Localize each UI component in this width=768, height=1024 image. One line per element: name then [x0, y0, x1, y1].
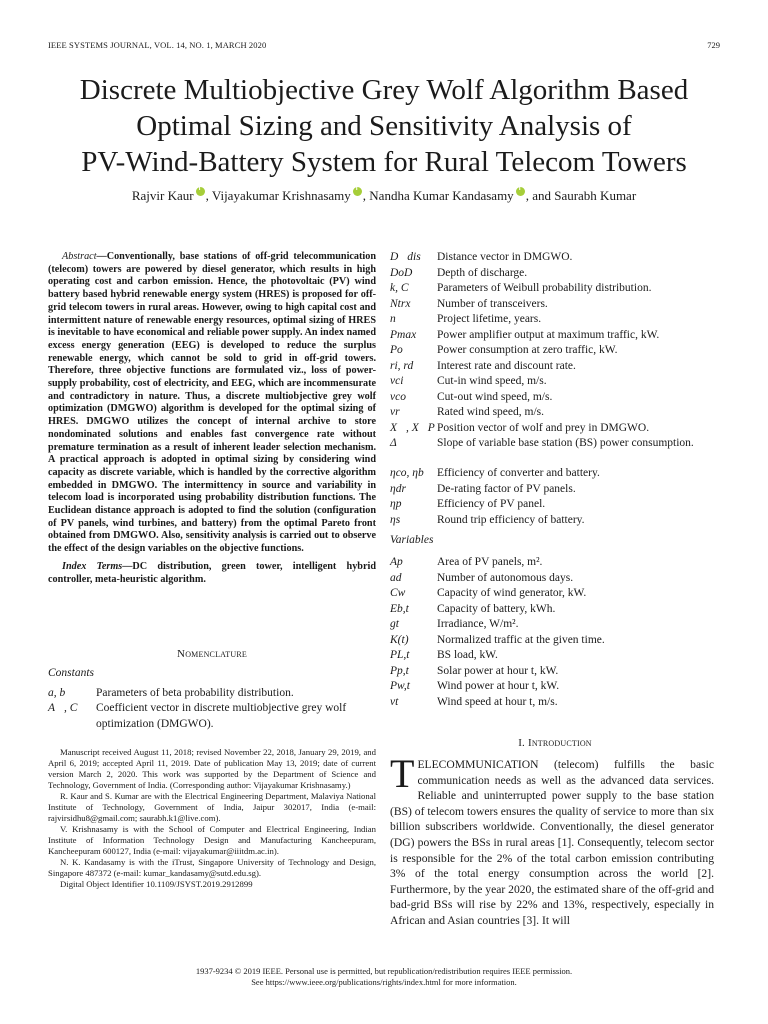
nomenclature-description: Number of transceivers.: [437, 298, 548, 310]
title-line: PV-Wind-Battery System for Rural Telecom Towers: [81, 146, 687, 178]
index-terms-text: —DC distribution, green tower, intelligent hybrid controller, meta-heuristic algorithm.: [48, 560, 376, 585]
nomenclature-symbol: Cw: [390, 587, 406, 599]
nomenclature-description: Round trip efficiency of battery.: [437, 514, 585, 526]
nomenclature-symbol: D⃗dis: [390, 251, 421, 263]
nomenclature-symbol: Pmax: [390, 329, 417, 341]
nomenclature-description: Number of autonomous days.: [437, 572, 574, 584]
nomenclature-symbol: Po: [390, 344, 403, 356]
nomenclature-symbol: Ntrx: [390, 298, 411, 310]
nomenclature-symbol: vt: [390, 696, 399, 708]
author-name: , and Saurabh Kumar: [525, 188, 637, 203]
nomenclature-symbol: PL,t: [390, 649, 410, 661]
nomenclature-symbol: DoD: [390, 267, 413, 279]
nomenclature-symbol: vr: [390, 406, 400, 418]
nomenclature-description: Wind power at hour t, kW.: [437, 680, 560, 692]
nomenclature-description: Efficiency of converter and battery.: [437, 467, 600, 479]
rights-link-line[interactable]: See https://www.ieee.org/publications/rights/index.html for more information.: [251, 977, 517, 987]
nomenclature-symbol: k, C: [390, 282, 409, 294]
nomenclature-description: Area of PV panels, m².: [437, 556, 543, 568]
nomenclature-symbol: Δ: [390, 437, 397, 449]
nomenclature-symbol: ηdr: [390, 483, 406, 495]
author-list: [0, 187, 768, 204]
nomenclature-description: Solar power at hour t, kW.: [437, 665, 559, 677]
nomenclature-description: Capacity of battery, kWh.: [437, 603, 556, 615]
nomenclature-symbol: a, b: [48, 687, 66, 699]
nomenclature-description: Wind speed at hour t, m/s.: [437, 696, 558, 708]
nomenclature-symbol: gt: [390, 618, 399, 630]
author-name: , Nandha Kumar Kandasamy: [362, 188, 514, 203]
nomenclature-description: De-rating factor of PV panels.: [437, 483, 576, 495]
nomenclature-description: Rated wind speed, m/s.: [437, 406, 544, 418]
journal-header: IEEE SYSTEMS JOURNAL, VOL. 14, NO. 1, MARCH 2020: [48, 40, 267, 50]
index-terms: [48, 561, 376, 586]
orcid-icon[interactable]: [196, 187, 205, 196]
doi-text: Digital Object Identifier 10.1109/JSYST.2019.2912899: [60, 879, 253, 889]
nomenclature-symbol: Ap: [390, 556, 403, 568]
abstract-text: —Conventionally, base stations of off-grid telecommunication (telecom) towers are powered by diesel generator, which results in high operating cost and carbon emission. Hence, the photovoltaic (PV) wind battery based hybrid renewable energy system (HRES) is proposed for off-grid telecom towers in rural areas. However, owing to high capital cost and intermittent nature of renewable energy resources, optimal sizing of HRES is inevitable to have economical and reliable power supply. An index named excess energy generation (EEG) is developed to reduce the surplus renewable energy, which cannot be sold to grid in off-grid towers. Therefore, three objective functions are formulated viz., loss of power-supply probability, cost of electricity, and EEG, which are incommensurate and contradictory in nature. Thus, a discrete multiobjective grey wolf optimization (DMGWO) algorithm is developed for the optimal sizing of HRES. DMGWO utilizes the concept of internal archive to store nondominated solutions and enables fast convergence rate without premature termination as a result of inherent leader selection mechanism. A practical approach is adopted in optimal sizing by considering wind capacity as discrete variable, which is handled by the corrective algorithm embedded in DMGWO. The intermittency in source and variability in telecom load is incorporated using probability distribution functions. The Euclidean distance approach is adopted to find the solution (configuration of PV panels, wind turbines, and battery) from the optimal Pareto front obtained from DMGWO. Also, sensitivity analysis is carried out to observe the effect of the design variables on the objective functions.: [48, 251, 376, 555]
nomenclature-description: Irradiance, W/m².: [437, 618, 519, 630]
index-terms-label: Index Terms: [62, 560, 123, 572]
nomenclature-symbol: vci: [390, 375, 404, 387]
nomenclature-symbol: ηs: [390, 514, 401, 526]
nomenclature-description: Cut-out wind speed, m/s.: [437, 391, 553, 403]
nomenclature-description: Parameters of Weibull probability distribution.: [437, 282, 652, 294]
nomenclature-description: Normalized traffic at the given time.: [437, 634, 605, 646]
nomenclature-symbol: Eb,t: [390, 603, 409, 615]
nomenclature-description: Interest rate and discount rate.: [437, 360, 576, 372]
nomenclature-symbol: n: [390, 313, 396, 325]
nomenclature-description: Coefficient vector in discrete multiobjective grey wolf optimization (DMGWO).: [96, 702, 347, 730]
abstract: [48, 251, 376, 556]
nomenclature-description: Parameters of beta probability distribution.: [96, 687, 294, 699]
nomenclature-symbol: vco: [390, 391, 406, 403]
nomenclature-description: Capacity of wind generator, kW.: [437, 587, 587, 599]
left-column: [48, 251, 376, 586]
orcid-icon[interactable]: [516, 187, 525, 196]
footnote-text: V. Krishnasamy is with the School of Computer and Electrical Engineering, Indian Institute of Information Technology Design and Manufacturing Kancheepuram, Kancheepuram 600127, India (e-mail: vijayakumar@iiitdm.ac.in).: [48, 824, 376, 856]
constants-heading: Constants: [48, 667, 95, 679]
author-name: , Vijayakumar Krishnasamy: [205, 188, 351, 203]
drop-cap: T: [390, 751, 415, 796]
nomenclature-description: Depth of discharge.: [437, 267, 528, 279]
author-name: Rajvir Kaur: [131, 188, 194, 203]
variables-heading: Variables: [390, 534, 434, 546]
nomenclature-description: Slope of variable base station (BS) power consumption.: [437, 437, 694, 449]
introduction-text: ELECOMMUNICATION (telecom) fulfills the basic communication needs as well as the advanced data services. Reliable and uninterrupted power supply to the base station (BS) of telecom towers ensures the quality of service to more than six billion subscribers worldwide. Conventionally, the diesel generator (DG) powers the BSs in rural areas [1]. Consequently, telecom sector is responsible for the 2% of the total carbon emission contributing 3% of the total energy consumption across the world [2]. Furthermore, by the year 2020, the estimated share of the off-grid and bad-grid BSs will rise by 22% and 13%, respectively, especially in African and Asian countries [3]. It will: [390, 758, 714, 927]
nomenclature-symbol: ηp: [390, 498, 402, 510]
nomenclature-description: Cut-in wind speed, m/s.: [437, 375, 547, 387]
footnotes: [48, 747, 376, 890]
nomenclature-symbol: K(t): [390, 634, 409, 646]
orcid-icon[interactable]: [353, 187, 362, 196]
nomenclature-description: Project lifetime, years.: [437, 313, 542, 325]
nomenclature-description: Efficiency of PV panel.: [437, 498, 546, 510]
nomenclature-symbol: ad: [390, 572, 402, 584]
page-number: 729: [707, 40, 720, 50]
section-heading-introduction: I. Introduction: [518, 737, 592, 749]
nomenclature-symbol: Pp,t: [390, 665, 409, 677]
footnote-text: N. K. Kandasamy is with the iTrust, Singapore University of Technology and Design, Singapore 487372 (e-mail: kumar_kandasamy@sutd.edu.sg).: [48, 857, 376, 878]
nomenclature-description: Power amplifier output at maximum traffic, kW.: [437, 329, 660, 341]
nomenclature-symbol: ri, rd: [390, 360, 414, 372]
nomenclature-symbol: ηco, ηb: [390, 467, 424, 479]
nomenclature-symbol: X⃗, X⃗P: [390, 422, 435, 434]
title-line: Optimal Sizing and Sensitivity Analysis of: [136, 110, 632, 142]
nomenclature-description: Distance vector in DMGWO.: [437, 251, 573, 263]
abstract-label: Abstract: [62, 251, 97, 262]
copyright-line: 1937-9234 © 2019 IEEE. Personal use is permitted, but republication/redistribution requires IEEE permission.: [195, 966, 573, 976]
introduction-text-block: [390, 751, 714, 929]
nomenclature-symbol: A⃗, C⃗: [48, 702, 87, 714]
paper-title: [0, 72, 768, 180]
nomenclature-description: Position vector of wolf and prey in DMGWO.: [437, 422, 650, 434]
title-line: Discrete Multiobjective Grey Wolf Algorithm Based: [79, 74, 689, 106]
nomenclature-symbol: Pw,t: [390, 680, 410, 692]
footnote-text: R. Kaur and S. Kumar are with the Electrical Engineering Department, Malaviya National Institute of Technology, Government of India, Jaipur 302017, India (e-mail: rajvirsidhu8@gmail.com; saurabh.k1@live.com).: [48, 791, 376, 823]
nomenclature-description: BS load, kW.: [437, 649, 498, 661]
copyright-footer: [0, 966, 768, 988]
footnote-text: Manuscript received August 11, 2018; revised November 22, 2018, January 29, 2019, and April 6, 2019; accepted April 11, 2019. Date of publication May 13, 2019; date of current version March 2, 2020. This work was supported by the Department of Science and Technology, Government of India. (Corresponding author: Vijayakumar Krishnasamy.): [48, 747, 376, 790]
nomenclature-heading: Nomenclature: [177, 648, 247, 660]
nomenclature-description: Power consumption at zero traffic, kW.: [437, 344, 618, 356]
